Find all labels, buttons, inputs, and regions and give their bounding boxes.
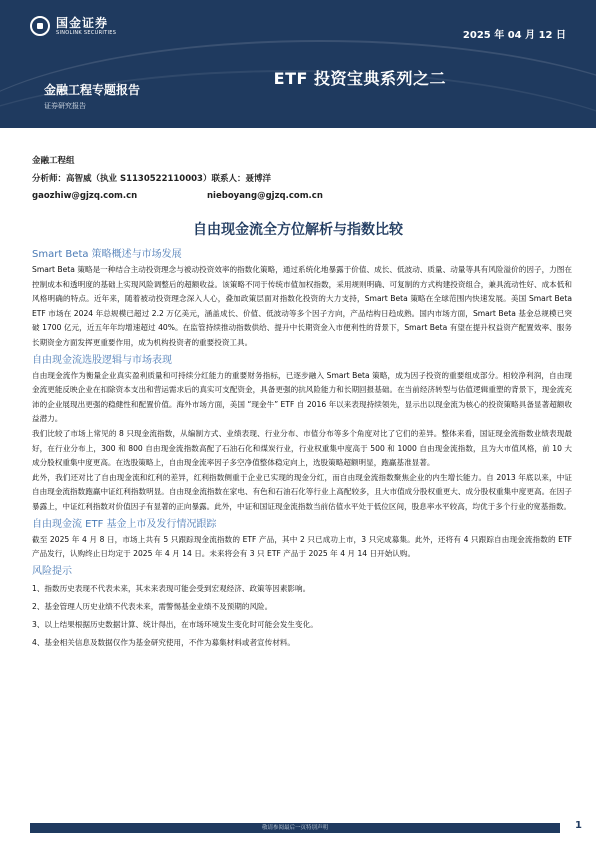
report-header	[0, 0, 596, 128]
logo-icon	[30, 16, 50, 36]
paragraph: 我们比较了市场上常见的 8 只现金流指数，从编制方式、业绩表现、行业分布、市值分布等多个角度对比了它们的差异。整体来看，国证现金流指数业绩表现最好，在行业分布上，300 和 800 自由现金流指数高配了石油石化和煤炭行业，行业权重集中度高于 500 和 1000 自由现金流指数，且为大市值风格，前 10 大成分股权重集中度更高。在选股策略上，自由现金流率因子多空净值整体稳定向上，选股策略超额明显，跑赢基准显著。	[32, 428, 572, 468]
risk-item: 3、以上结果根据历史数据计算、统计得出，在市场环境发生变化时可能会发生变化。	[32, 619, 318, 629]
report-date: 2025 年 04 月 12 日	[462, 30, 566, 41]
section-heading: 自由现金流 ETF 基金上市及发行情况跟踪	[32, 518, 217, 530]
report-title: 自由现金流全方位解析与指数比较	[193, 222, 403, 238]
brand-name-en: SINOLINK SECURITIES	[56, 29, 117, 36]
series-title: ETF 投资宝典系列之二	[273, 69, 446, 88]
paragraph: Smart Beta 策略是一种结合主动投资理念与被动投资效率的指数化策略，通过系统化地暴露于价值、成长、低波动、质量、动量等具有风险溢价的因子，力图在控制成本和透明度的基础上实现风险调整后的超额收益。该策略不同于传统市值加权指数，采用规则明确、可复制的方式构建投资组合，兼具流动性好、成本低和风格明确的特点。近年来，随着被动投资理念深入人心，叠加政策层面对指数化投资的大力支持，Smart Beta 策略在全球范围内快速发展。美国 Smart Beta ETF 市场在 2024 年总规模已超过 2.2 万亿美元，涵盖成长、价值、低波动等多个因子方向，产品结构日趋成熟。国内市场方面，Smart Beta 基金总规模已突破 1700 亿元，近五年年均增速超过 40%。在监管持续推动指数供给、提升中长期资金入市便利性的背景下，Smart Beta 有望在提升权益资产配置效率、服务长期资金方面发挥更重要作用，成为机构投资者的重要投资工具。	[32, 265, 572, 347]
page-number: 1	[575, 820, 582, 831]
brand-logo	[30, 16, 116, 36]
report-subtype: 证券研究报告	[44, 102, 86, 110]
contact-email[interactable]: nieboyang@gjzq.com.cn	[207, 191, 323, 201]
paragraph: 自由现金流作为衡量企业真实盈利质量和可持续分红能力的重要财务指标，已逐步融入 Smart Beta 策略，成为因子投资的重要组成部分。相较净利润，自由现金流更能反映企业在扣除资本支出和营运需求后的真实可支配资金，具备更强的抗风险能力和长期回报基础。在当前经济转型与估值逻辑重塑的背景下，现金流充沛的企业展现出更强的稳健性和配置价值。海外市场方面，美国 “现金牛” ETF 自 2016 年以来表现持续领先，显示出以现金流为核心的投资策略具备显著超额收益潜力。	[32, 370, 572, 424]
analyst-email[interactable]: gaozhiw@gjzq.com.cn	[32, 191, 138, 201]
footer-disclaimer: 敬请参阅最后一页特别声明	[30, 823, 560, 833]
report-type: 金融工程专题报告	[44, 83, 141, 97]
risk-item: 4、基金相关信息及数据仅作为基金研究使用，不作为募集材料或者宣传材料。	[32, 637, 296, 647]
department: 金融工程组	[32, 156, 75, 166]
analyst-info	[32, 154, 572, 201]
risk-heading: 风险提示	[32, 565, 72, 577]
risk-item: 2、基金管理人历史业绩不代表未来，需警惕基金业绩不及预期的风险。	[32, 601, 273, 611]
paragraph: 此外，我们还对比了自由现金流和红利的差异，红利指数侧重于企业已实现的现金分红，而自由现金流指数聚焦企业的内生增长能力。自 2013 年底以来，中证自由现金流指数跑赢中证红利指数明显。自由现金流指数在家电、有色和石油石化等行业上高配较多，且大市值成分股权重更大、成分股权重集中度更高。在因子暴露上，中证红利指数对价值因子有显著的正向暴露。此外，中证和国证现金流指数当前估值水平处于低位区间，股息率水平较高，均优于多个行业的宽基指数。	[32, 472, 572, 511]
section-heading: Smart Beta 策略概述与市场发展	[32, 249, 182, 260]
risk-item: 1、指数历史表现不代表未来，其未来表现可能会受到宏观经济、政策等因素影响。	[32, 583, 311, 593]
report-body	[32, 245, 572, 652]
brand-name-cn: 国金证券	[56, 15, 109, 30]
section-heading: 自由现金流选股逻辑与市场表现	[32, 354, 172, 366]
paragraph: 截至 2025 年 4 月 8 日，市场上共有 5 只跟踪现金流指数的 ETF 产品，其中 2 只已成功上市，3 只完成募集。此外，还将有 4 只跟踪自由现金流指数的 ETF 产品发行，认购终止日均定于 2025 年 4 月 14 日。未来将会有 3 只 ETF 产品于 2025 年 4 月 14 日开始认购。	[32, 534, 572, 559]
analyst-line: 分析师：高智威（执业 S1130522110003）联系人：聂博洋	[32, 174, 271, 184]
